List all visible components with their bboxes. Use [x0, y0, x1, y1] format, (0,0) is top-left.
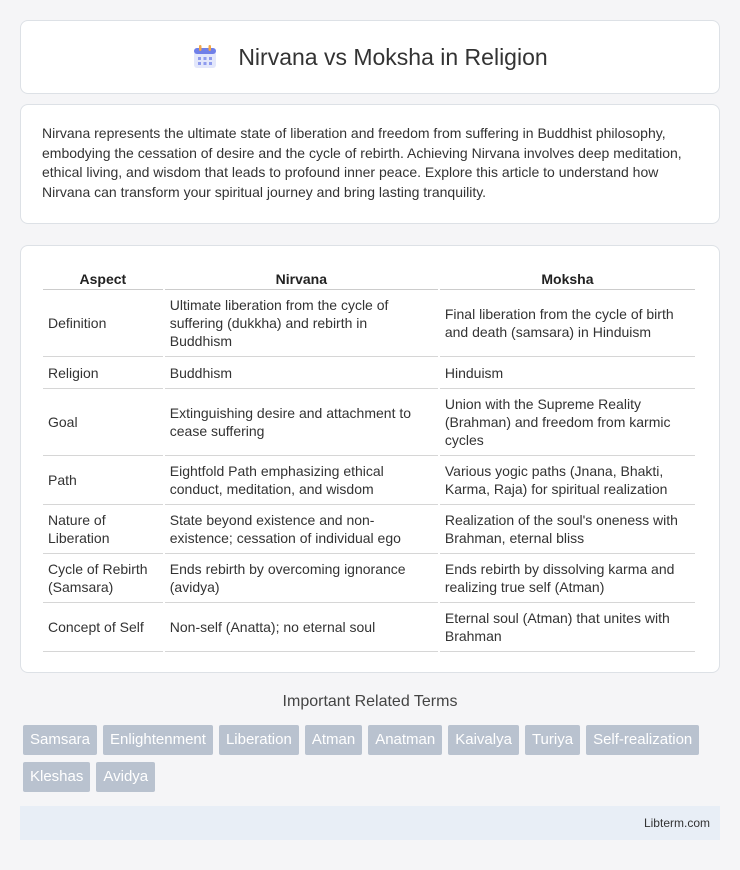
table-cell-nirvana: Non-self (Anatta); no eternal soul [165, 603, 438, 652]
tag-anatman[interactable]: Anatman [368, 725, 442, 755]
table-cell-nirvana: Extinguishing desire and attachment to cease suffering [165, 389, 438, 456]
comparison-table-card [20, 245, 720, 673]
tag-avidya[interactable]: Avidya [96, 762, 155, 792]
tag-atman[interactable]: Atman [305, 725, 362, 755]
intro-text: Nirvana represents the ultimate state of liberation and freedom from suffering in Buddhist philosophy, embodying the cessation of desire and the cycle of rebirth. Achieving Nirvana involves deep meditation, ethical living, and wisdom that leads to profound inner peace. Explore this article to understand how Nirvana can transform your spiritual journey and bring lasting tranquility. [42, 125, 682, 200]
table-cell-aspect: Concept of Self [43, 603, 163, 652]
tag-turiya[interactable]: Turiya [525, 725, 580, 755]
table-row [43, 290, 695, 357]
table-cell-moksha: Final liberation from the cycle of birth and death (samsara) in Hinduism [440, 290, 695, 357]
header-card [20, 20, 720, 94]
table-cell-aspect: Path [43, 456, 163, 505]
table-row [43, 389, 695, 456]
table-cell-nirvana: Buddhism [165, 357, 438, 389]
table-cell-moksha: Eternal soul (Atman) that unites with Brahman [440, 603, 695, 652]
tag-liberation[interactable]: Liberation [219, 725, 299, 755]
table-row [43, 603, 695, 652]
table-cell-aspect: Religion [43, 357, 163, 389]
table-cell-moksha: Union with the Supreme Reality (Brahman) and freedom from karmic cycles [440, 389, 695, 456]
table-cell-moksha: Ends rebirth by dissolving karma and realizing true self (Atman) [440, 554, 695, 603]
footer [20, 806, 720, 840]
table-cell-nirvana: Eightfold Path emphasizing ethical conduct, meditation, and wisdom [165, 456, 438, 505]
table-row [43, 357, 695, 389]
table-cell-moksha: Various yogic paths (Jnana, Bhakti, Karma, Raja) for spiritual realization [440, 456, 695, 505]
column-header-nirvana: Nirvana [165, 264, 438, 290]
table-cell-aspect: Goal [43, 389, 163, 456]
page-title: Nirvana vs Moksha in Religion [238, 43, 548, 70]
tag-enlightenment[interactable]: Enlightenment [103, 725, 213, 755]
table-row [43, 505, 695, 554]
table-cell-moksha: Hinduism [440, 357, 695, 389]
table-cell-nirvana: State beyond existence and non-existence; cessation of individual ego [165, 505, 438, 554]
table-row [43, 554, 695, 603]
calendar-icon [192, 44, 218, 70]
intro-card [20, 104, 720, 224]
table-cell-aspect: Cycle of Rebirth (Samsara) [43, 554, 163, 603]
table-cell-nirvana: Ends rebirth by overcoming ignorance (avidya) [165, 554, 438, 603]
column-header-moksha: Moksha [440, 264, 695, 290]
table-cell-moksha: Realization of the soul's oneness with Brahman, eternal bliss [440, 505, 695, 554]
table-header-row [43, 264, 695, 290]
footer-site-link[interactable]: Libterm.com [643, 816, 710, 830]
tag-kaivalya[interactable]: Kaivalya [448, 725, 519, 755]
table-cell-aspect: Nature of Liberation [43, 505, 163, 554]
table-cell-aspect: Definition [43, 290, 163, 357]
comparison-table [41, 264, 697, 652]
table-cell-nirvana: Ultimate liberation from the cycle of suffering (dukkha) and rebirth in Buddhism [165, 290, 438, 357]
tag-self-realization[interactable]: Self-realization [586, 725, 699, 755]
table-row [43, 456, 695, 505]
column-header-aspect: Aspect [43, 264, 163, 290]
related-terms-tags [23, 725, 723, 799]
related-terms-title: Important Related Terms [282, 693, 458, 710]
tag-samsara[interactable]: Samsara [23, 725, 97, 755]
tag-kleshas[interactable]: Kleshas [23, 762, 90, 792]
